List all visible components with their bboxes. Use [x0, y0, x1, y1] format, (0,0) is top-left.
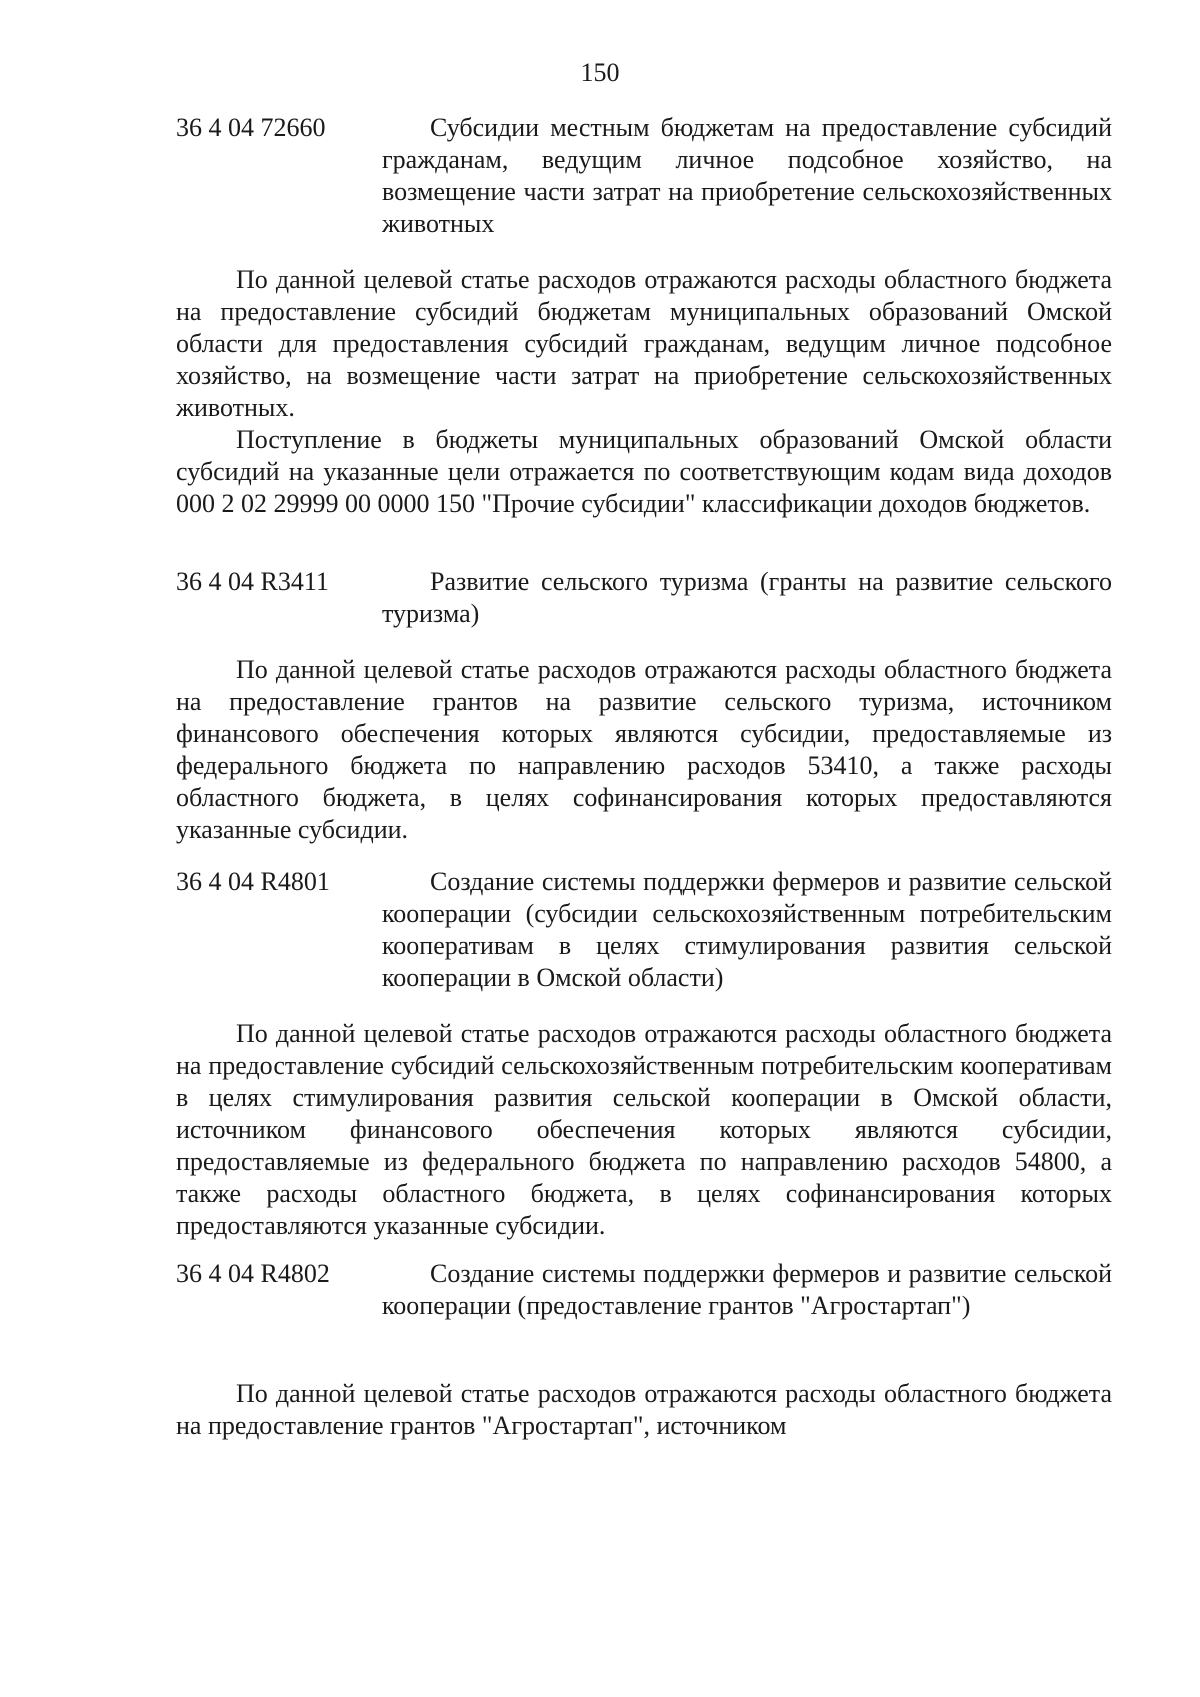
paragraph: По данной целевой статье расходов отражаются расходы областного бюджета на предоставление грантов на развитие сельского туризма, источником финансового обеспечения которых являются субсидии, предоставляемые из федерального бюджета по направлению расходов 53410, а также расходы областного бюджета, в целях софинансирования которых предоставляются указанные субсидии. — [176, 655, 1112, 844]
article-description-R4802 — [176, 1378, 1112, 1442]
page-number: 150 — [580, 58, 620, 87]
article-title: Создание системы поддержки фермеров и развитие сельской кооперации (субсидии сельскохозяйственным потребительским кооперативам в целях стимулирования развития сельской кооперации в Омской области) — [382, 867, 1112, 992]
article-code: 36 4 04 R3411 — [176, 567, 329, 596]
article-code: 36 4 04 72660 — [176, 113, 326, 142]
article-description-R3411 — [176, 654, 1112, 846]
article-title: Развитие сельского туризма (гранты на развитие сельского туризма) — [382, 567, 1112, 628]
article-title: Создание системы поддержки фермеров и развитие сельской кооперации (предоставление грантов "Агростартап") — [382, 1259, 1112, 1320]
paragraph: Поступление в бюджеты муниципальных образований Омской области субсидий на указанные цели отражается по соответствующим кодам вида доходов 000 2 02 29999 00 0000 150 "Прочие субсидии" классификации доходов бюджетов. — [176, 425, 1112, 518]
article-code: 36 4 04 R4802 — [176, 1259, 330, 1288]
paragraph: По данной целевой статье расходов отражаются расходы областного бюджета на предоставление грантов "Агростартап", источником — [176, 1379, 1112, 1440]
article-description-R4801 — [176, 1018, 1112, 1242]
article-code: 36 4 04 R4801 — [176, 867, 330, 896]
paragraph: По данной целевой статье расходов отражаются расходы областного бюджета на предоставление субсидий бюджетам муниципальных образований Омской области для предоставления субсидий гражданам, ведущим личное подсобное хозяйство, на возмещение части затрат на приобретение сельскохозяйственных животных. — [176, 265, 1112, 422]
paragraph: По данной целевой статье расходов отражаются расходы областного бюджета на предоставление субсидий сельскохозяйственным потребительским кооперативам в целях стимулирования развития сельской кооперации в Омской области, источником финансового обеспечения которых являются субсидии, предоставляемые из федерального бюджета по направлению расходов 54800, а также расходы областного бюджета, в целях софинансирования которых предоставляются указанные субсидии. — [176, 1019, 1112, 1240]
article-title: Субсидии местным бюджетам на предоставление субсидий гражданам, ведущим личное подсобное хозяйство, на возмещение части затрат на приобретение сельскохозяйственных животных — [382, 113, 1112, 238]
article-description-72660 — [176, 264, 1112, 520]
